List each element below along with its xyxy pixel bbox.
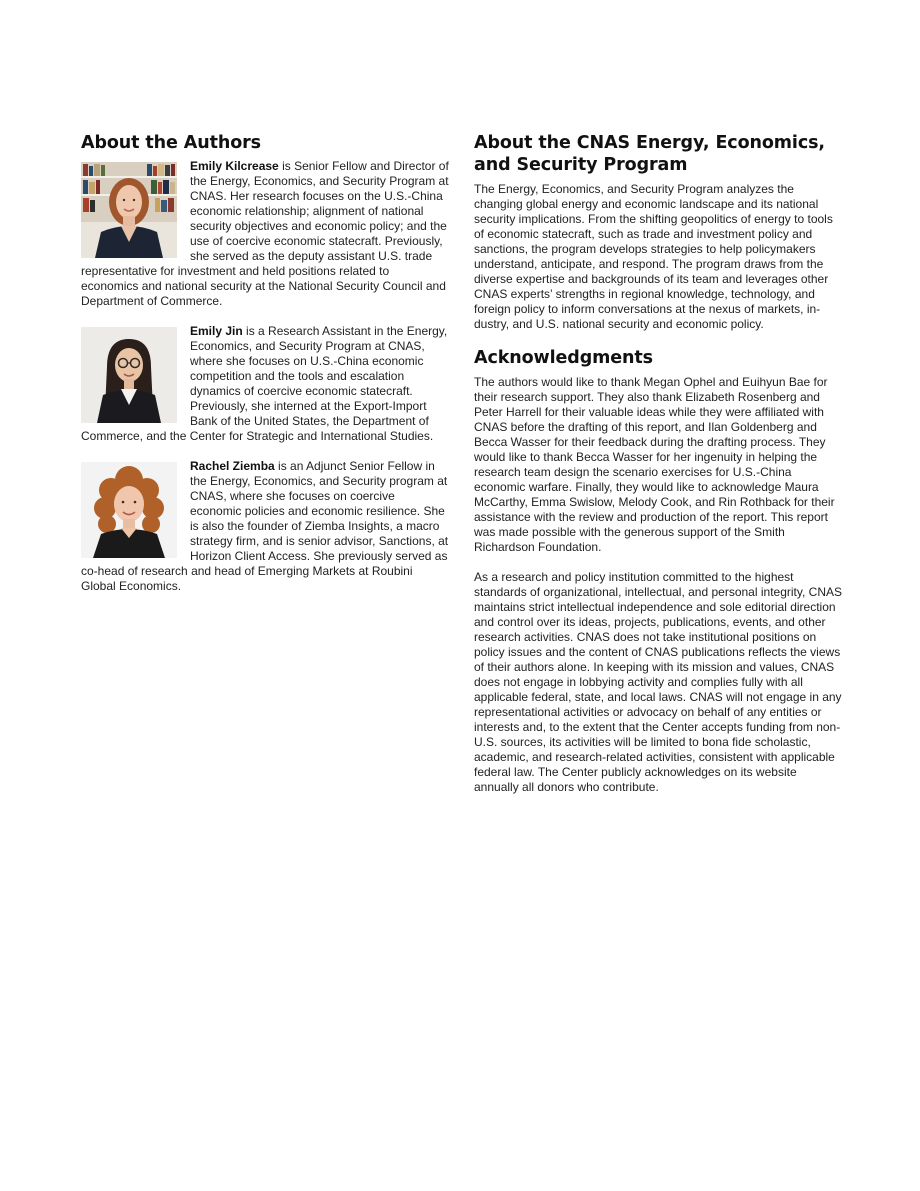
authors-column (81, 132, 449, 609)
author-bio-kilcrease (81, 159, 449, 309)
about-authors-heading: About the Authors (81, 133, 261, 153)
author-bio-text: is an Adjunct Senior Fellow in the Energy, Economics, and Security program at CNAS, where she focuses on coercive economic policies and economic resilience. She is also the founder of Ziemba Insights, a macro strategy firm, and is senior advisor, Sanctions, at Horizon Client Access. She previously served as co-head of research and head of Emerging Markets at Roubini Global Economics. (81, 459, 449, 593)
author-bio-text: is Senior Fellow and Director of the Energy, Economics, and Security Program at CNAS. Her research focuses on the U.S.-China economic relationship; alignment of national security objectives and economic policy; and the use of coercive economic statecraft. Previously, she served as the deputy assistant U.S. trade representative for investment and held positions related to economics and national security at the National Security Council and Department of Commerce. (81, 159, 449, 308)
author-bio-ziemba (81, 459, 449, 594)
author-name: Emily Kilcrease (190, 159, 279, 173)
program-description: The Energy, Economics, and Security Program analyzes the changing global energy and economic landscape and its national security implications. From the shifting geopolitics of energy to tools of economic statecraft, such as trade and investment policy and sanctions, the program develops strategies to help policymakers understand, anticipate, and respond. The program draws from the diverse expertise and backgrounds of its team and leverages other CNAS experts’ strengths in regional knowledge, technology, and foreign policy to inform conversations at the nexus of markets, in-dustry, and U.S. national security and economic policy. (474, 182, 833, 331)
independence-statement: As a research and policy institution committed to the highest standards of organizational, intellectual, and personal integrity, CNAS maintains strict intellectual independence and sole editorial direction and control over its ideas, projects, publications, events, and other research activities. CNAS does not take institutional positions on policy issues and the content of CNAS publications reflects the views of their authors alone. In keeping with its mission and values, CNAS does not engage in lobbying activity and complies fully with all applicable federal, state, and local laws. CNAS will not engage in any representational activities or advocacy on behalf of any entities or interests and, to the extent that the Center accepts funding from non-U.S. sources, its activities will be limited to bona fide scholastic, academic, and research-related activities, consistent with applicable federal law. The Center publicly acknowledges on its website annually all donors who contribute. (474, 570, 842, 794)
portrait-photo-kilcrease (81, 162, 177, 258)
acknowledgments-paragraph: The authors would like to thank Megan Ophel and Euihyun Bae for their research support. They also thank Elizabeth Rosenberg and Peter Harrell for their valuable ideas while they were affiliated with CNAS before the drafting of this report, and Ilan Goldenberg and Becca Wasser for their feedback during the drafting process. They would like to thank Becca Wasser for her ingenuity in helping the research team design the scenario exercises for U.S.-China economic warfare. Finally, they would like to acknowledge Maura McCarthy, Emma Swislow, Melody Cook, and Rin Rothback for their assistance with the review and production of the report. This report was made possible with the generous support of the Smith Richardson Foundation. (474, 375, 835, 554)
author-bio-jin (81, 324, 449, 444)
portrait-photo-ziemba (81, 462, 177, 558)
author-name: Rachel Ziemba (190, 459, 275, 473)
program-heading: About the CNAS Energy, Economics, and Security Program (474, 133, 825, 175)
program-column (474, 132, 842, 810)
acknowledgments-heading: Acknowledgments (474, 348, 653, 368)
author-bio-text: is a Research Assistant in the Energy, Economics, and Security Program at CNAS, where she focuses on U.S.-China economic competition and the tools and escalation dynamics of coercive economic statecraft. Previously, she interned at the Export-Import Bank of the United States, the Department of Commerce, and the Center for Strategic and International Studies. (81, 324, 448, 443)
author-name: Emily Jin (190, 324, 243, 338)
portrait-photo-jin (81, 327, 177, 423)
